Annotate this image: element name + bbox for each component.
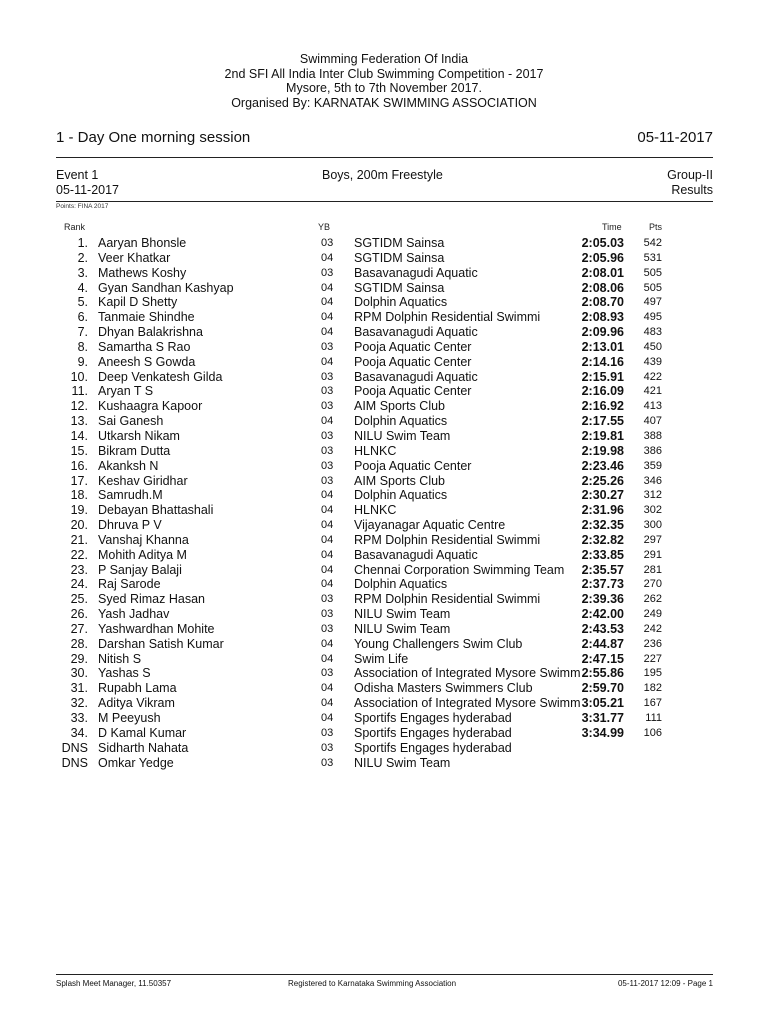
year-of-birth: 04 [321, 652, 334, 665]
club-name: Basavanagudi Aquatic [354, 547, 478, 562]
event-date: 05-11-2017 [56, 182, 120, 197]
fina-points: 281 [643, 563, 662, 576]
result-row [56, 251, 713, 266]
swim-time: 2:16.09 [581, 384, 624, 399]
year-of-birth: 04 [321, 637, 334, 650]
club-name: HLNKC [354, 443, 397, 458]
result-row [56, 726, 713, 741]
year-of-birth: 04 [321, 415, 334, 428]
result-rank: 9. [77, 354, 88, 369]
event-group: Group-II [667, 168, 713, 182]
result-row [56, 459, 713, 474]
year-of-birth: 04 [321, 697, 334, 710]
col-header-pts: Pts [649, 222, 663, 232]
result-rank: 11. [71, 384, 88, 399]
year-of-birth: 04 [321, 519, 334, 532]
result-row [56, 681, 713, 696]
year-of-birth: 04 [321, 251, 334, 264]
result-row [56, 281, 713, 296]
result-row [56, 637, 713, 652]
club-name: HLNKC [354, 503, 397, 518]
club-name: Pooja Aquatic Center [354, 458, 472, 473]
swim-time: 2:31.96 [581, 503, 624, 518]
swim-time: 2:37.73 [581, 577, 624, 592]
club-name: Pooja Aquatic Center [354, 384, 472, 399]
swim-time: 2:55.86 [581, 666, 624, 681]
swim-time: 2:05.96 [581, 250, 624, 265]
result-rank: 7. [77, 325, 88, 340]
swimmer-name: Deep Venkatesh Gilda [98, 369, 223, 384]
fina-points: 195 [643, 667, 662, 680]
result-rank: 20. [70, 518, 88, 533]
event-group-status [667, 168, 713, 197]
year-of-birth: 03 [321, 608, 334, 621]
result-row [56, 592, 713, 607]
swimmer-name: D Kamal Kumar [98, 725, 187, 740]
event-block [56, 168, 713, 202]
year-of-birth: 03 [321, 622, 334, 635]
club-name: Dolphin Aquatics [354, 414, 448, 429]
swimmer-name: Yashas S [98, 666, 151, 681]
club-name: SGTIDM Sainsa [354, 280, 445, 295]
fina-points: 291 [643, 548, 662, 561]
club-name: AIM Sports Club [354, 473, 446, 488]
swim-time: 2:32.35 [581, 518, 624, 533]
fina-points: 300 [643, 519, 662, 532]
result-row [56, 696, 713, 711]
club-name: Basavanagudi Aquatic [354, 369, 478, 384]
swim-time: 2:59.70 [581, 681, 624, 696]
club-name: Odisha Masters Swimmers Club [354, 681, 533, 696]
swim-time: 3:05.21 [581, 696, 624, 711]
federation-name: Swimming Federation Of India [299, 52, 469, 66]
club-name: Sportifs Engages hyderabad [354, 725, 512, 740]
result-row [56, 340, 713, 355]
result-rank: 34. [70, 725, 88, 740]
result-row [56, 414, 713, 429]
result-rank: 22. [70, 547, 88, 562]
year-of-birth: 03 [321, 266, 334, 279]
result-row [56, 399, 713, 414]
result-row [56, 652, 713, 667]
swimmer-name: Yashwardhan Mohite [98, 621, 215, 636]
swim-time: 2:35.57 [581, 562, 624, 577]
club-name: Chennai Corporation Swimming Team [354, 562, 565, 577]
club-name: NILU Swim Team [354, 621, 451, 636]
result-rank: 8. [77, 339, 88, 354]
swimmer-name: Dhruva P V [98, 518, 162, 533]
swimmer-name: Dhyan Balakrishna [98, 325, 203, 340]
fina-points: 483 [643, 326, 662, 339]
swimmer-name: Aryan T S [98, 384, 154, 399]
result-rank: 16. [70, 458, 88, 473]
col-header-yb: YB [318, 222, 331, 232]
fina-points: 262 [643, 593, 662, 606]
swim-time: 2:14.16 [581, 354, 624, 369]
club-name: Young Challengers Swim Club [354, 636, 523, 651]
result-rank: 30. [70, 666, 88, 681]
year-of-birth: 04 [321, 578, 334, 591]
fina-points: 505 [643, 266, 662, 279]
club-name: Basavanagudi Aquatic [354, 325, 478, 340]
swimmer-name: Aneesh S Gowda [98, 354, 196, 369]
result-rank: 31. [70, 681, 88, 696]
result-rank: 5. [77, 295, 88, 310]
year-of-birth: 03 [321, 370, 334, 383]
swim-time: 2:19.81 [581, 428, 624, 443]
result-rank: 1. [77, 236, 88, 250]
swimmer-name: Utkarsh Nikam [98, 428, 180, 443]
swimmer-name: Tanmaie Shindhe [98, 310, 195, 325]
swim-time: 2:16.92 [581, 399, 624, 414]
fina-points: 497 [643, 296, 662, 309]
year-of-birth: 03 [321, 429, 334, 442]
result-row [56, 488, 713, 503]
swim-time: 3:34.99 [581, 725, 624, 740]
result-rank: 15. [70, 443, 88, 458]
session-title: 1 - Day One morning session [56, 129, 251, 146]
year-of-birth: 04 [321, 504, 334, 517]
club-name: AIM Sports Club [354, 399, 446, 414]
swimmer-name: Sai Ganesh [98, 414, 164, 429]
result-row [56, 518, 713, 533]
footer-timestamp: 05-11-2017 12:09 - Page 1 [617, 979, 713, 988]
result-rank: 10. [70, 369, 88, 384]
swimmer-name: Rupabh Lama [98, 681, 177, 696]
year-of-birth: 04 [321, 489, 334, 502]
fina-points: 439 [643, 355, 662, 368]
result-rank: 28. [70, 636, 88, 651]
session-bar [56, 128, 713, 158]
swim-time: 2:19.98 [581, 443, 624, 458]
event-status: Results [671, 182, 713, 197]
result-rank: 3. [77, 265, 88, 280]
swimmer-name: Nitish S [98, 651, 142, 666]
year-of-birth: 03 [321, 385, 334, 398]
fina-points: 167 [643, 697, 662, 710]
document-header [0, 52, 768, 110]
fina-points: 346 [643, 474, 662, 487]
venue-dates: Mysore, 5th to 7th November 2017. [286, 81, 482, 95]
swimmer-name: Mohith Aditya M [98, 547, 187, 562]
year-of-birth: 04 [321, 296, 334, 309]
result-row [56, 266, 713, 281]
fina-points: 249 [643, 608, 662, 621]
swimmer-name: Mathews Koshy [98, 265, 187, 280]
club-name: RPM Dolphin Residential Swimmi [354, 310, 541, 325]
swimmer-name: Yash Jadhav [98, 607, 170, 622]
result-row [56, 236, 713, 251]
result-rank: 17. [70, 473, 88, 488]
event-number: Event 1 [56, 168, 99, 182]
year-of-birth: 03 [321, 459, 334, 472]
result-row [56, 325, 713, 340]
club-name: NILU Swim Team [354, 607, 451, 622]
club-name: SGTIDM Sainsa [354, 250, 445, 265]
result-rank: 6. [77, 310, 88, 325]
swim-time: 2:08.70 [581, 295, 624, 310]
swim-time: 2:39.36 [581, 592, 624, 607]
swimmer-name: Omkar Yedge [98, 755, 174, 770]
swim-time: 2:05.03 [581, 236, 624, 250]
result-row [56, 622, 713, 637]
swimmer-name: M Peeyush [98, 711, 161, 725]
fina-points: 505 [643, 281, 662, 294]
swim-time: 2:43.53 [581, 621, 624, 636]
year-of-birth: 04 [321, 548, 334, 561]
event-info [56, 168, 119, 197]
fina-points: 242 [643, 622, 662, 635]
result-row [56, 384, 713, 399]
result-rank: DNS [61, 755, 88, 770]
result-row [56, 756, 713, 771]
swim-time: 2:32.82 [581, 532, 624, 547]
club-name: Swim Life [354, 651, 409, 666]
result-rank: 19. [70, 503, 88, 518]
points-note: Points: FINA 2017 [56, 203, 109, 210]
result-rank: 26. [70, 607, 88, 622]
swimmer-name: Samartha S Rao [98, 339, 191, 354]
fina-points: 495 [643, 311, 662, 324]
club-name: Vijayanagar Aquatic Centre [354, 518, 506, 533]
fina-points: 270 [643, 578, 662, 591]
swimmer-name: Debayan Bhattashali [98, 503, 214, 518]
result-row [56, 370, 713, 385]
club-name: Dolphin Aquatics [354, 577, 448, 592]
fina-points: 302 [643, 504, 662, 517]
year-of-birth: 03 [321, 667, 334, 680]
fina-points: 388 [643, 429, 662, 442]
result-row [56, 355, 713, 370]
fina-points: 413 [643, 400, 662, 413]
result-row [56, 577, 713, 592]
swim-time: 2:33.85 [581, 547, 624, 562]
year-of-birth: 03 [321, 400, 334, 413]
organiser: Organised By: KARNATAK SWIMMING ASSOCIATION [231, 95, 537, 110]
swim-time: 2:17.55 [581, 414, 624, 429]
club-name: NILU Swim Team [354, 428, 451, 443]
result-rank: 33. [70, 711, 88, 725]
year-of-birth: 03 [321, 340, 334, 353]
fina-points: 386 [643, 444, 662, 457]
club-name: Association of Integrated Mysore Swimm [354, 666, 581, 681]
result-rank: 32. [70, 696, 88, 711]
swimmer-name: Kapil D Shetty [98, 295, 178, 310]
swimmer-name: Darshan Satish Kumar [98, 636, 224, 651]
swimmer-name: Sidharth Nahata [98, 740, 189, 755]
year-of-birth: 04 [321, 533, 334, 546]
result-row [56, 474, 713, 489]
result-rank: 4. [77, 280, 88, 295]
year-of-birth: 04 [321, 355, 334, 368]
fina-points: 227 [643, 652, 662, 665]
col-header-time: Time [602, 222, 622, 232]
swimmer-name: Kushaagra Kapoor [98, 399, 203, 414]
club-name: RPM Dolphin Residential Swimmi [354, 532, 541, 547]
session-date: 05-11-2017 [637, 129, 713, 146]
result-rank: 2. [77, 250, 88, 265]
col-header-rank: Rank [64, 222, 86, 232]
fina-points: 359 [643, 459, 662, 472]
swim-time: 2:13.01 [581, 339, 624, 354]
swim-time: 2:25.26 [581, 473, 624, 488]
result-row [56, 533, 713, 548]
fina-points: 407 [643, 415, 662, 428]
swim-time: 2:30.27 [581, 488, 624, 503]
swim-time: 3:31.77 [581, 711, 624, 725]
swimmer-name: Samrudh.M [98, 488, 163, 503]
swim-time: 2:09.96 [581, 325, 624, 340]
result-rank: 14. [70, 428, 88, 443]
page-footer [56, 974, 713, 990]
result-row [56, 444, 713, 459]
fina-points: 312 [643, 489, 662, 502]
year-of-birth: 04 [321, 712, 334, 724]
swim-time: 2:08.01 [581, 265, 624, 280]
year-of-birth: 04 [321, 326, 334, 339]
club-name: SGTIDM Sainsa [354, 236, 445, 250]
result-rank: 13. [70, 414, 88, 429]
fina-points: 106 [643, 726, 662, 739]
fina-points: 450 [643, 340, 662, 353]
results-table [56, 236, 713, 770]
result-row [56, 666, 713, 681]
result-rank: 24. [70, 577, 88, 592]
year-of-birth: 03 [321, 741, 334, 754]
swim-time: 2:08.06 [581, 280, 624, 295]
fina-points: 182 [643, 682, 662, 695]
year-of-birth: 04 [321, 311, 334, 324]
club-name: Pooja Aquatic Center [354, 339, 472, 354]
swimmer-name: Syed Rimaz Hasan [98, 592, 205, 607]
club-name: Pooja Aquatic Center [354, 354, 472, 369]
club-name: RPM Dolphin Residential Swimmi [354, 592, 541, 607]
result-rank: 29. [70, 651, 88, 666]
column-headers [56, 222, 713, 234]
year-of-birth: 03 [321, 474, 334, 487]
year-of-birth: 04 [321, 682, 334, 695]
result-row [56, 503, 713, 518]
fina-points: 111 [645, 712, 662, 724]
competition-name: 2nd SFI All India Inter Club Swimming Competition - 2017 [224, 66, 544, 81]
club-name: NILU Swim Team [354, 755, 451, 770]
year-of-birth: 03 [321, 444, 334, 457]
result-rank: 21. [70, 532, 88, 547]
club-name: Sportifs Engages hyderabad [354, 711, 512, 725]
footer-registered: Registered to Karnataka Swimming Association [288, 979, 457, 988]
swimmer-name: Gyan Sandhan Kashyap [98, 280, 234, 295]
swimmer-name: Aaryan Bhonsle [98, 236, 187, 250]
result-row [56, 295, 713, 310]
year-of-birth: 04 [321, 563, 334, 576]
club-name: Sportifs Engages hyderabad [354, 740, 512, 755]
fina-points: 531 [643, 251, 662, 264]
swim-time: 2:42.00 [581, 607, 624, 622]
swim-time: 2:44.87 [581, 636, 624, 651]
result-rank: 18. [70, 488, 88, 503]
swimmer-name: Keshav Giridhar [98, 473, 188, 488]
swimmer-name: Aditya Vikram [98, 696, 175, 711]
swimmer-name: Bikram Dutta [98, 443, 171, 458]
year-of-birth: 03 [321, 593, 334, 606]
swim-time: 2:15.91 [581, 369, 624, 384]
year-of-birth: 03 [321, 756, 334, 769]
result-row [56, 741, 713, 756]
club-name: Association of Integrated Mysore Swimm [354, 696, 581, 711]
club-name: Basavanagudi Aquatic [354, 265, 478, 280]
result-row [56, 429, 713, 444]
fina-points: 422 [643, 370, 662, 383]
swimmer-name: Akanksh N [98, 458, 159, 473]
swim-time: 2:23.46 [581, 458, 624, 473]
fina-points: 236 [643, 637, 662, 650]
result-row [56, 607, 713, 622]
result-row [56, 310, 713, 325]
event-name: Boys, 200m Freestyle [322, 168, 443, 182]
club-name: Dolphin Aquatics [354, 488, 448, 503]
swimmer-name: Raj Sarode [98, 577, 161, 592]
result-rank: 12. [70, 399, 88, 414]
swimmer-name: P Sanjay Balaji [98, 562, 182, 577]
footer-software: Splash Meet Manager, 11.50357 [56, 979, 172, 988]
year-of-birth: 04 [321, 281, 334, 294]
result-rank: 27. [70, 621, 88, 636]
result-row [56, 548, 713, 563]
year-of-birth: 03 [321, 726, 334, 739]
fina-points: 542 [643, 237, 662, 249]
swimmer-name: Veer Khatkar [98, 250, 171, 265]
club-name: Dolphin Aquatics [354, 295, 448, 310]
fina-points: 421 [643, 385, 662, 398]
swim-time: 2:08.93 [581, 310, 624, 325]
swim-time: 2:47.15 [581, 651, 624, 666]
year-of-birth: 03 [321, 237, 334, 249]
result-rank: 25. [70, 592, 88, 607]
fina-points: 297 [643, 533, 662, 546]
swimmer-name: Vanshaj Khanna [98, 532, 189, 547]
result-rank: DNS [61, 740, 88, 755]
result-row [56, 711, 713, 726]
result-row [56, 563, 713, 578]
result-rank: 23. [70, 562, 88, 577]
